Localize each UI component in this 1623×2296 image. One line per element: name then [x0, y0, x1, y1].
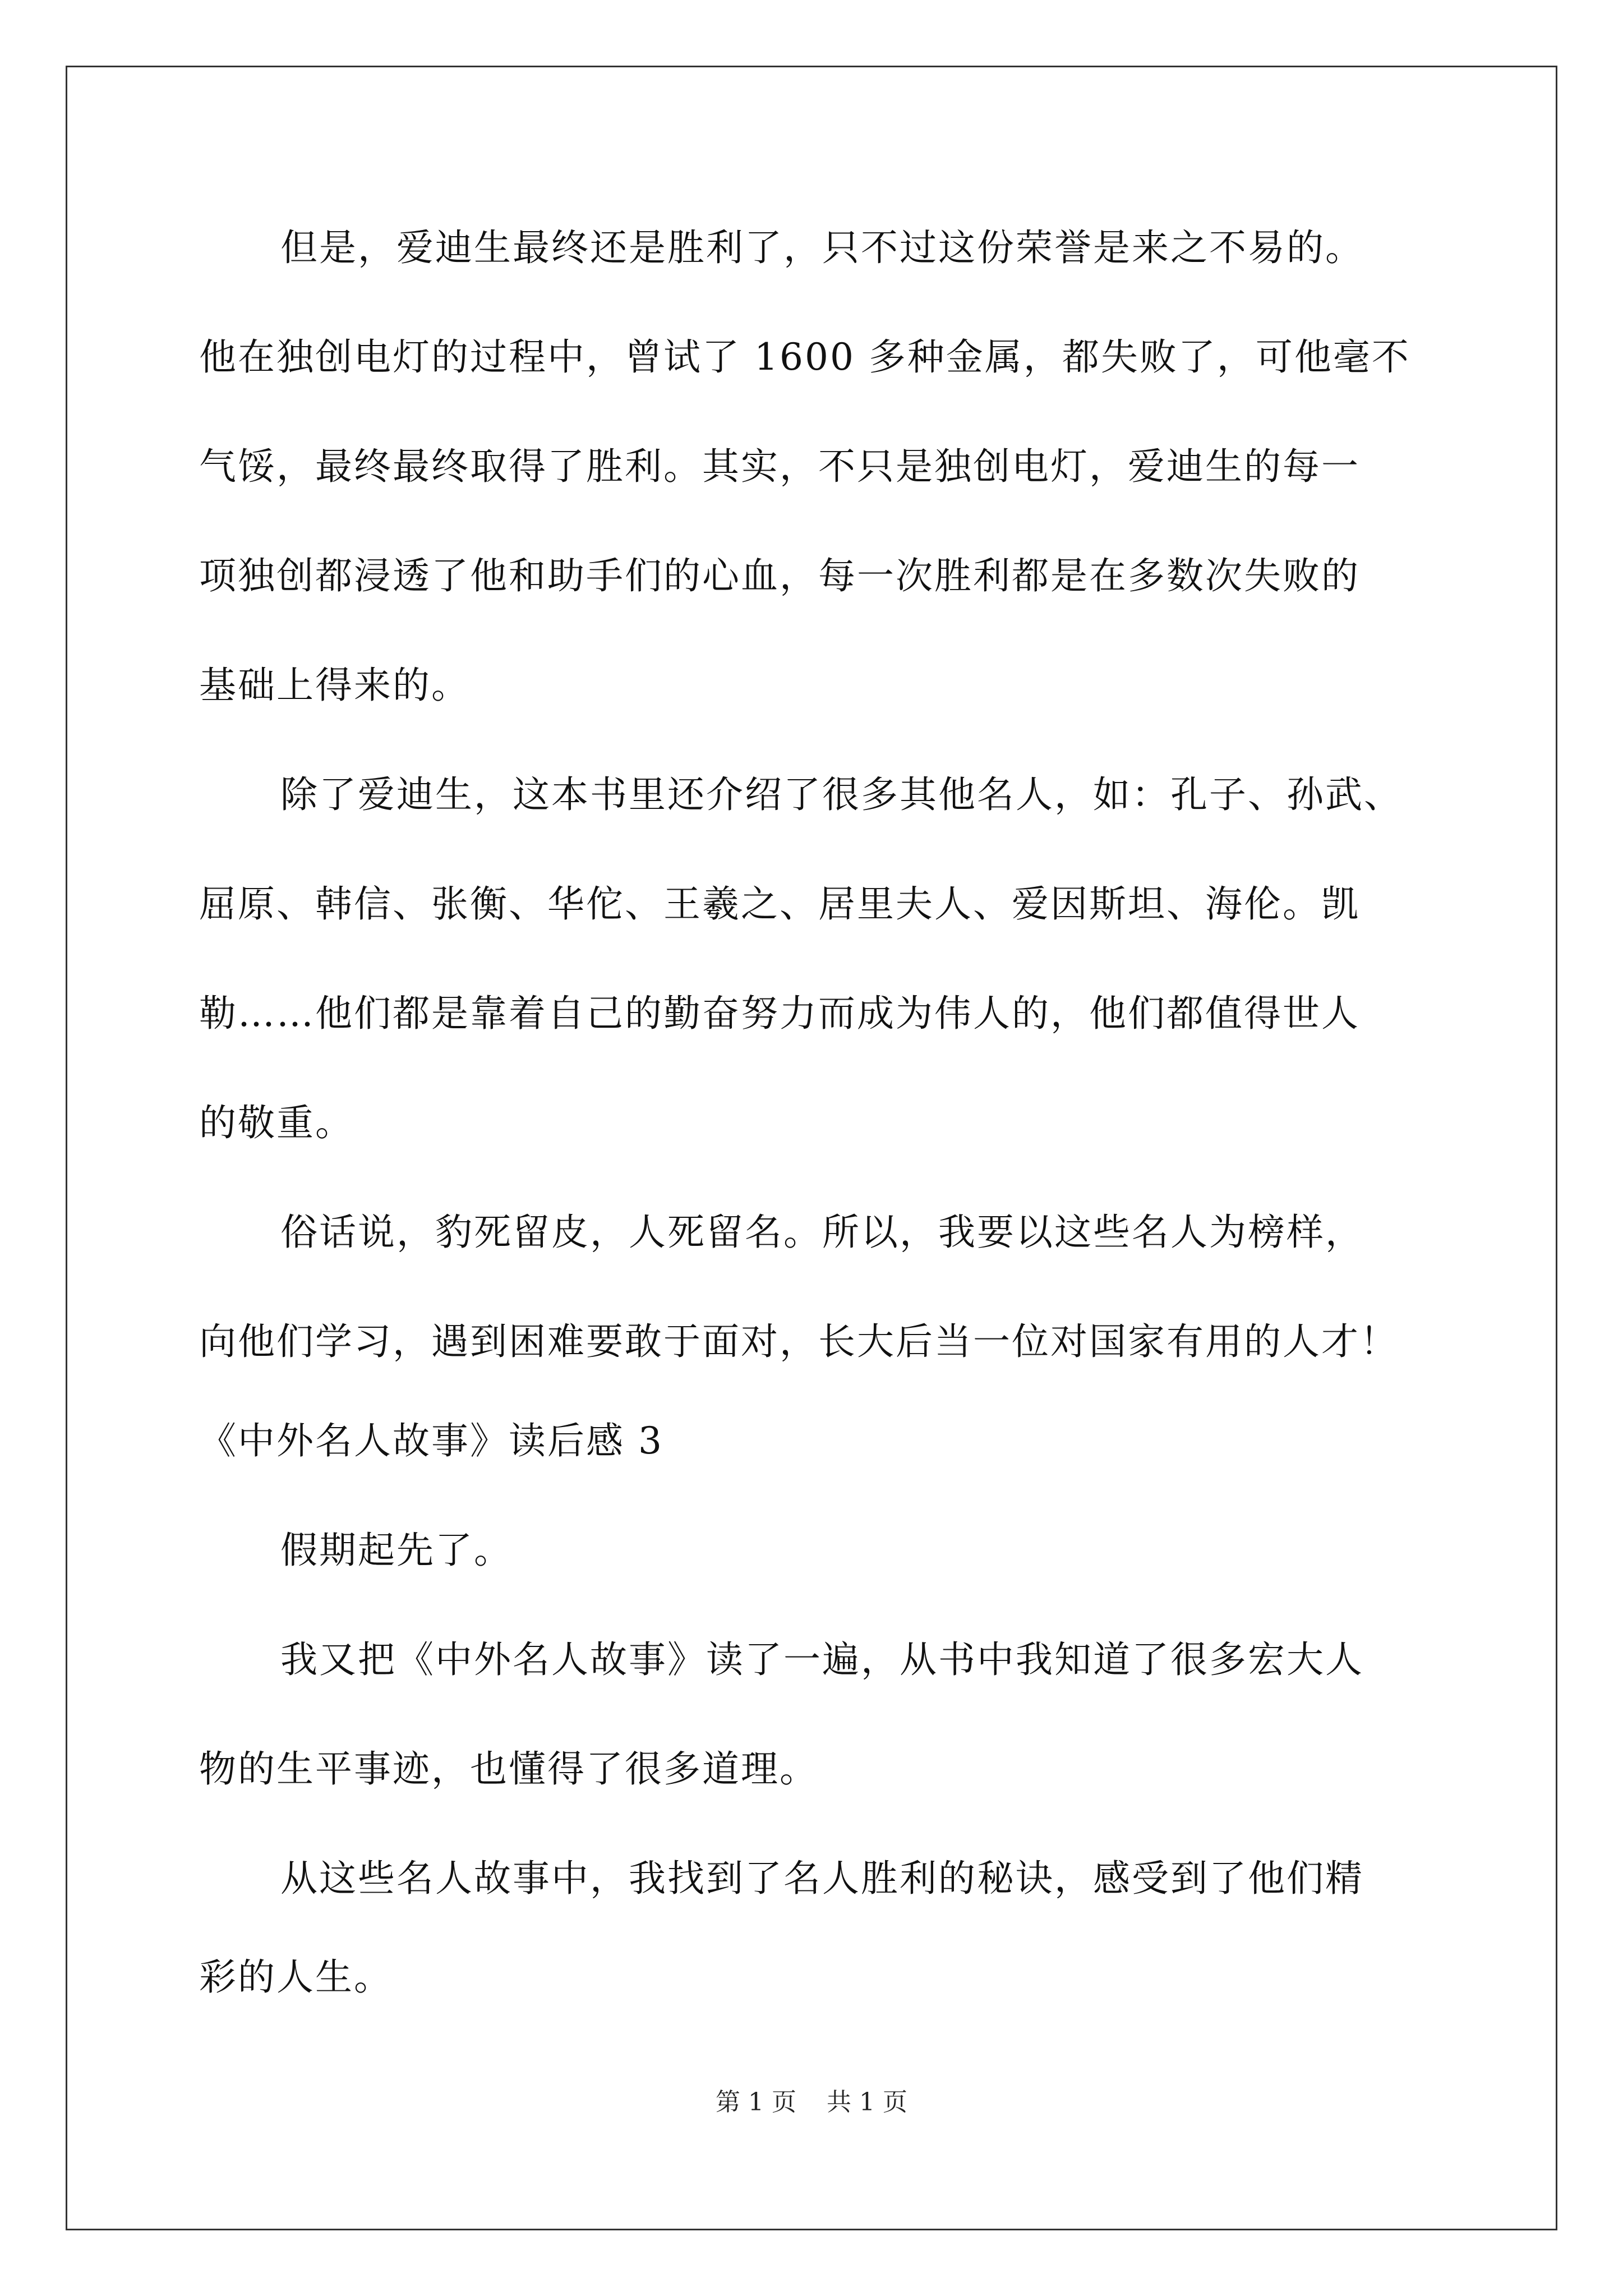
page-total: 共 1 页 — [827, 2088, 907, 2116]
paragraph-line: 基础上得来的。 — [199, 664, 470, 707]
paragraph-line: 我又把《中外名人故事》读了一遍，从书中我知道了很多宏大人 — [280, 1638, 1364, 1681]
paragraph-line: 气馁，最终最终取得了胜利。其实，不只是独创电灯，爱迪生的每一 — [199, 445, 1360, 488]
paragraph-line: 但是，爱迪生最终还是胜利了，只不过这份荣誉是来之不易的。 — [280, 226, 1364, 269]
page-frame — [66, 66, 1557, 2230]
paragraph-line: 除了爱迪生，这本书里还介绍了很多其他名人，如：孔子、孙武、 — [280, 773, 1403, 816]
paragraph-line: 向他们学习，遇到困难要敢于面对，长大后当一位对国家有用的人才！ — [199, 1320, 1399, 1363]
paragraph-line: 彩的人生。 — [199, 1955, 393, 1999]
paragraph-line: 假期起先了。 — [280, 1529, 513, 1572]
paragraph-line: 他在独创电灯的过程中，曾试了 1600 多种金属，都失败了，可他毫不 — [199, 335, 1410, 379]
paragraph-line: 屈原、韩信、张衡、华佗、王羲之、居里夫人、爱因斯坦、海伦。凯 — [199, 882, 1360, 926]
paragraph-line: 从这些名人故事中，我找到了名人胜利的秘诀，感受到了他们精 — [280, 1857, 1364, 1900]
page-number: 第 1 页 — [716, 2088, 796, 2116]
paragraph-line: 物的生平事迹，也懂得了很多道理。 — [199, 1747, 818, 1791]
page-footer — [0, 2087, 1623, 2118]
paragraph-line: 的敬重。 — [199, 1101, 354, 1144]
section-heading: 《中外名人故事》读后感 3 — [199, 1419, 663, 1462]
paragraph-line: 勒……他们都是靠着自己的勤奋努力而成为伟人的，他们都值得世人 — [199, 992, 1360, 1035]
paragraph-line: 项独创都浸透了他和助手们的心血，每一次胜利都是在多数次失败的 — [199, 554, 1360, 597]
paragraph-line: 俗话说，豹死留皮，人死留名。所以，我要以这些名人为榜样， — [280, 1211, 1364, 1254]
